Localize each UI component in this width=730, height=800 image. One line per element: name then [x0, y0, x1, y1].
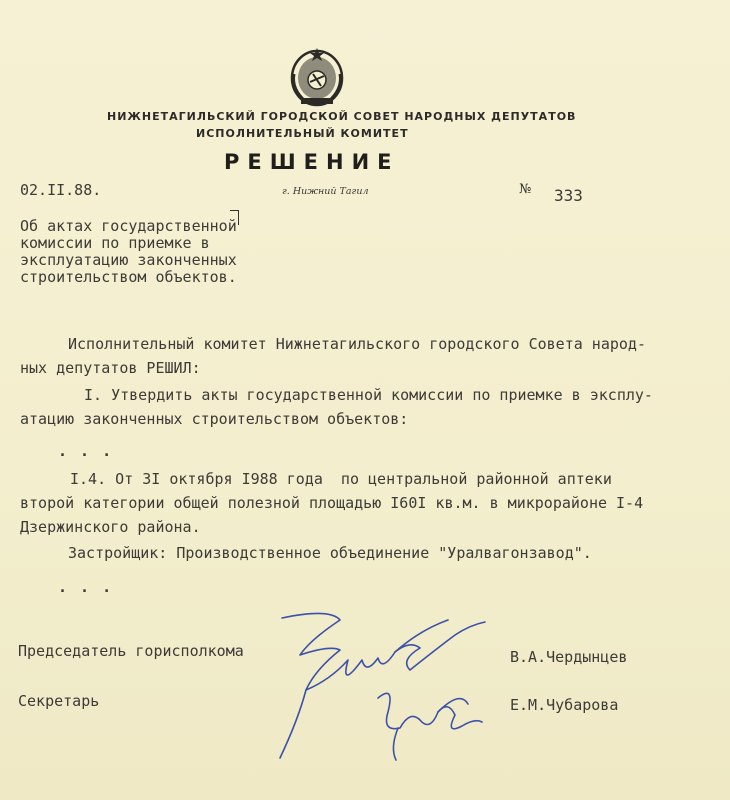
executive-committee-heading: ИСПОЛНИТЕЛЬНЫЙ КОМИТЕТ: [196, 127, 409, 140]
item14-line-2: второй категории общей полезной площадью I60I кв.м. в микрорайоне I-4: [20, 494, 644, 512]
item1-line-2: атацию законченных строительством объектов:: [20, 410, 409, 428]
subject-line-4: строительством объектов.: [20, 268, 237, 286]
chair-title: Председатель горисполкома: [18, 642, 244, 660]
secretary-title: Секретарь: [18, 692, 100, 710]
document-date: 02.II.88.: [20, 181, 102, 199]
intro-line-2: ных депутатов РЕШИЛ:: [20, 359, 201, 377]
item14-line-3: Дзержинского района.: [20, 518, 201, 536]
council-name-heading: НИЖНЕТАГИЛЬСКИЙ ГОРОДСКОЙ СОВЕТ НАРОДНЫХ ДЕПУТАТОВ: [107, 110, 577, 123]
subject-line-2: комиссии по приемке в: [20, 234, 210, 252]
handwritten-signatures: [270, 600, 520, 780]
subject-line-3: эксплуатацию законченных: [20, 251, 237, 269]
chair-name: В.А.Чердынцев: [510, 648, 628, 666]
item1-line-1: I. Утвердить акты государственной комиссии по приемке в эксплу-: [84, 386, 653, 404]
document-city: г. Нижний Тагил: [282, 186, 369, 197]
coat-of-arms-emblem: [286, 44, 348, 108]
ellipsis-mark: . . .: [58, 442, 114, 460]
developer-line: Застройщик: Производственное объединение "Уралвагонзавод".: [68, 544, 592, 562]
subject-line-1: Об актах государственной: [20, 217, 237, 235]
item14-line-1: I.4. От 3I октября I988 года по центральной районной аптеки: [70, 470, 612, 488]
ellipsis-mark-2: . . .: [58, 578, 114, 596]
document-number: 333: [554, 186, 583, 205]
number-label: №: [519, 182, 532, 197]
document-title: РЕШЕНИЕ: [224, 150, 400, 174]
secretary-name: Е.М.Чубарова: [510, 696, 619, 714]
intro-line-1: Исполнительный комитет Нижнетагильского городского Совета народ-: [68, 335, 646, 353]
